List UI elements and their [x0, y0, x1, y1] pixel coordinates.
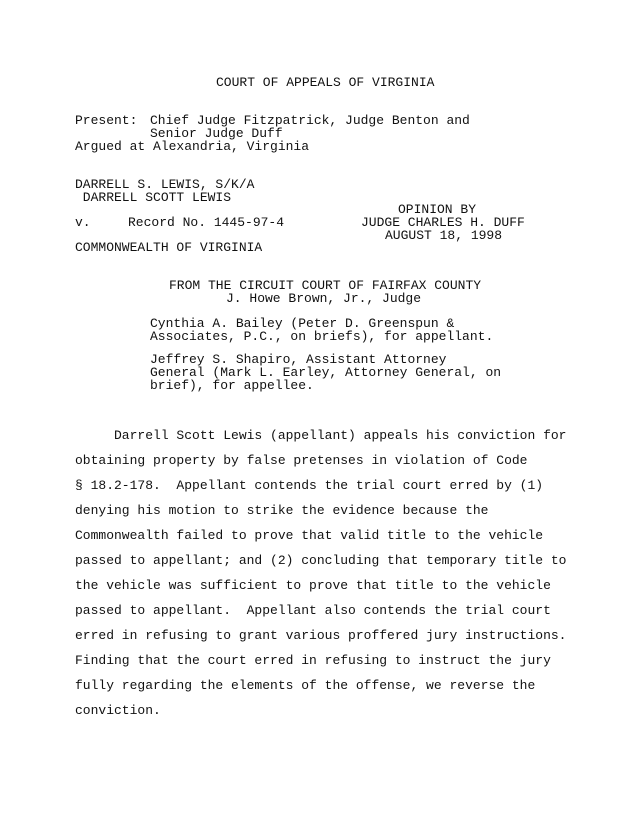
- body-line: erred in refusing to grant various proffered jury instructions.: [75, 628, 567, 643]
- body-line: § 18.2-178. Appellant contends the trial court erred by (1): [75, 478, 544, 493]
- counsel-appellant-2: Associates, P.C., on briefs), for appellant.: [150, 329, 494, 344]
- versus: v.: [75, 215, 91, 230]
- argued-at: Argued at Alexandria, Virginia: [75, 139, 310, 154]
- from-court: FROM THE CIRCUIT COURT OF FAIRFAX COUNTY: [169, 278, 482, 293]
- counsel-appellee-3: brief), for appellee.: [150, 378, 314, 393]
- opinion-by: OPINION BY: [398, 202, 477, 217]
- counsel-appellant-1: Cynthia A. Bailey (Peter D. Greenspun &: [150, 316, 455, 331]
- opinion-judge: JUDGE CHARLES H. DUFF: [361, 215, 525, 230]
- appellant-name-2: DARRELL SCOTT LEWIS: [75, 190, 232, 205]
- trial-judge: J. Howe Brown, Jr., Judge: [226, 291, 422, 306]
- body-line: passed to appellant. Appellant also contends the trial court: [75, 603, 551, 618]
- court-title: COURT OF APPEALS OF VIRGINIA: [216, 75, 435, 90]
- counsel-appellee-2: General (Mark L. Earley, Attorney General, on: [150, 365, 502, 380]
- appellee-name: COMMONWEALTH OF VIRGINIA: [75, 240, 263, 255]
- body-line: Darrell Scott Lewis (appellant) appeals his conviction for: [75, 428, 567, 443]
- body-line: passed to appellant; and (2) concluding that temporary title to: [75, 553, 567, 568]
- body-line: Finding that the court erred in refusing to instruct the jury: [75, 653, 551, 668]
- body-line: conviction.: [75, 703, 161, 718]
- present-judges-line-1: Chief Judge Fitzpatrick, Judge Benton and: [150, 113, 470, 128]
- record-number: Record No. 1445-97-4: [128, 215, 285, 230]
- counsel-appellee-1: Jeffrey S. Shapiro, Assistant Attorney: [150, 352, 447, 367]
- appellant-name-1: DARRELL S. LEWIS, S/K/A: [75, 177, 255, 192]
- body-line: obtaining property by false pretenses in violation of Code: [75, 453, 528, 468]
- body-line: the vehicle was sufficient to prove that title to the vehicle: [75, 578, 551, 593]
- body-line: Commonwealth failed to prove that valid title to the vehicle: [75, 528, 544, 543]
- body-line: fully regarding the elements of the offense, we reverse the: [75, 678, 536, 693]
- opinion-date: AUGUST 18, 1998: [385, 228, 503, 243]
- present-judges-line-2: Senior Judge Duff: [150, 126, 283, 141]
- present-label: Present:: [75, 113, 138, 128]
- body-line: denying his motion to strike the evidence because the: [75, 503, 489, 518]
